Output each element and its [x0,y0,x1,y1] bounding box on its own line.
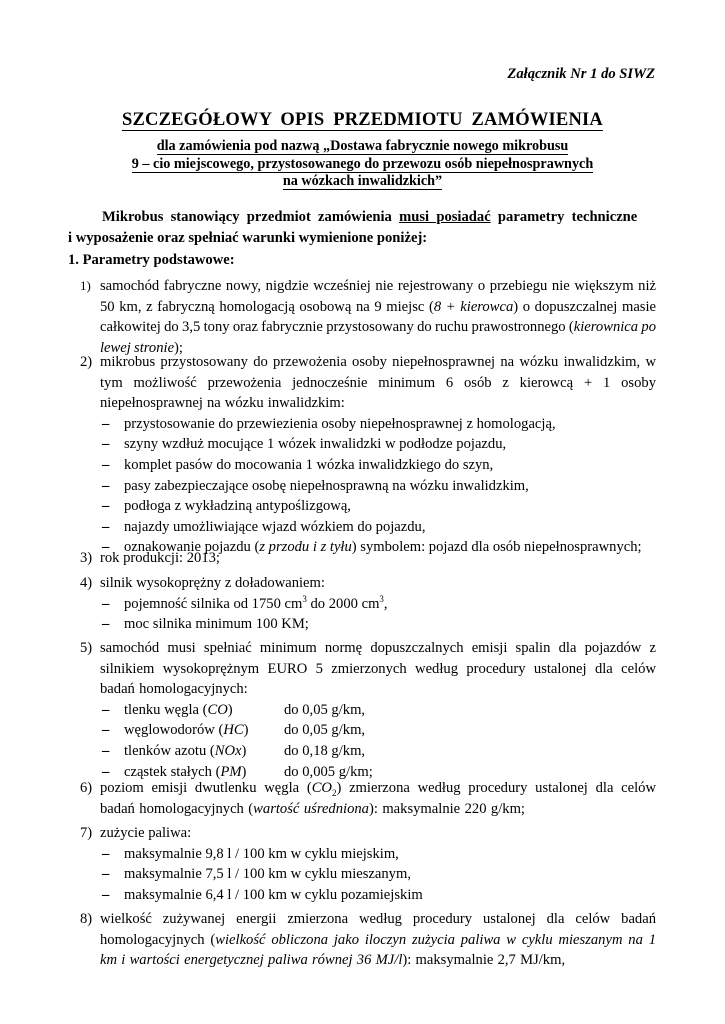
item-number: 2) [80,354,93,370]
item-italic: kierownica po lewej stronie [100,319,656,356]
emission-symbol: PM [220,763,242,780]
emission-label: tlenku węgla ( [124,701,208,718]
dash-text: , [383,595,388,612]
dash-text: pojemność silnika od 1750 cm [124,595,303,612]
item-number: 7) [80,825,93,841]
item-number: 5) [80,640,93,656]
item-number: 1) [80,278,91,293]
item-number: 3) [80,550,93,566]
intro-paragraph [68,207,656,249]
item-text: poziom emisji dwutlenku węgla ( [100,780,312,796]
emission-label: ) [241,742,247,759]
dash-italic: z przodu i z tyłu [259,539,352,556]
emission-label: węglowodorów ( [124,722,224,739]
emission-label: ) [243,722,249,739]
item-text: silnik wysokoprężny z doładowaniem: [100,575,325,591]
item-text: ): maksymalnie 2,7 MJ/km, [402,952,566,969]
item-italic: 8 + kierowca [433,298,514,315]
superscript: 3 [379,593,384,604]
item-text: ) o dopuszczalnej masie całkowitej do 3,5 tony oraz fabrycznie przystosowany do ruchu prawostronnego ( [100,298,657,336]
intro-part1: Mikrobus stanowiący przedmiot zamówienia [102,209,392,225]
emission-row [80,700,656,721]
list-item-4 [80,573,656,635]
item-number: 4) [80,575,93,591]
item-text: wielkość zużywanej energii zmierzona według procedury ustalonej dla celów badań homologacyjnych ( [100,911,656,948]
dash-text: do 2000 cm [306,595,380,612]
emission-value: do 0,18 g/km, [284,742,366,759]
dash-item: – najazdy umożliwiające wjazd wózkiem do pojazdu, [80,517,656,538]
intro-part2: parametry techniczne [497,209,638,225]
emission-value: do 0,005 g/km; [284,763,373,780]
emission-label: ) [241,763,247,780]
item-text: rok produkcji: 2013; [100,550,220,566]
emission-symbol: CO [207,701,228,718]
item-text: samochód musi spełniać minimum normę dopuszczalnych emisji spalin dla pojazdów z silnikiem wysokoprężnym EURO 5 zmierzonych według procedury ustalonej dla celów badań homologacyjnych: [100,640,656,698]
intro-underlined: musi posiadać [399,209,491,225]
item-text: ): maksymalnie 220 g/km; [368,800,525,817]
dash-item: – komplet pasów do mocowania 1 wózka inwalidzkiego do szyn, [80,455,656,476]
dash-item: – maksymalnie 6,4 l / 100 km w cyklu pozamiejskim [80,885,656,906]
item-text: ); [174,339,183,356]
item-number: 6) [80,780,93,796]
emission-value: do 0,05 g/km, [284,722,366,739]
subscript: 2 [331,787,337,798]
item-number: 8) [80,911,93,927]
item-text: mikrobus przystosowany do przewożenia osoby niepełnosprawnej na wózku inwalidzkim, w tym możliwość przewożenia jednocześnie minimum 6 osób z kierowcą + 1 osoby niepełnosprawnej na wózku inwalidzkim: [100,354,656,412]
title-text: SZCZEGÓŁOWY OPIS PRZEDMIOTU ZAMÓWIENIA [122,110,603,130]
item-text: zużycie paliwa: [100,825,192,841]
superscript: 3 [302,593,307,604]
dash-item: – przystosowanie do przewiezienia osoby niepełnosprawnej z homologacją, [80,414,656,435]
item-italic: CO [311,780,332,796]
dash-text: ) symbolem: pojazd dla osób niepełnosprawnych; [351,539,642,556]
subtitle [0,138,725,191]
attachment-label: Załącznik Nr 1 do SIWZ [507,66,655,82]
emission-label: ) [227,701,233,718]
list-item-3 [80,548,656,569]
item-text: samochód fabryczne nowy, nigdzie wcześniej nie rejestrowany o przebiegu nie większym niż 50 km, z fabryczną homologacją osobową na 9 miejsc ( [100,278,656,315]
section-heading: 1. Parametry podstawowe: [68,252,235,268]
list-item-2 [80,352,656,558]
dash-item: – pasy zabezpieczające osobę niepełnosprawną na wózku inwalidzkim, [80,476,656,497]
item-italic: wartość uśredniona [253,800,369,817]
list-item-5 [80,638,656,782]
emission-symbol: HC [223,722,244,739]
intro-line2: i wyposażenie oraz spełniać warunki wymienione poniżej: [68,230,428,246]
emission-row [80,720,656,741]
item-text: ) zmierzona według procedury ustalonej dla celów badań homologacyjnych ( [100,780,656,817]
dash-item: – moc silnika minimum 100 KM; [80,614,656,635]
dash-item: – maksymalnie 9,8 l / 100 km w cyklu miejskim, [80,844,656,865]
list-item-8 [80,909,656,971]
subtitle-line-2: 9 – cio miejscowego, przystosowanego do przewozu osób niepełnosprawnych [131,155,594,172]
dash-item: – podłoga z wykładziną antypoślizgową, [80,496,656,517]
emission-label: cząstek stałych ( [124,763,221,780]
dash-text: oznakowanie pojazdu ( [124,539,260,556]
emission-value: do 0,05 g/km, [284,701,366,718]
dash-item [80,594,656,615]
emission-symbol: NOx [214,742,242,759]
list-item-7 [80,823,656,905]
emission-row [80,741,656,762]
item-italic: wielkość obliczona jako iloczyn zużycia paliwa w cyklu mieszanym na 1 km i wartości energetycznej paliwa równej 36 MJ/l [100,931,656,969]
list-item-1 [80,276,656,358]
document-title [0,110,725,131]
emission-label: tlenków azotu ( [124,742,215,759]
dash-item: – maksymalnie 7,5 l / 100 km w cyklu mieszanym, [80,864,656,885]
list-item-6 [80,778,656,819]
subtitle-line-1: dla zamówienia pod nazwą „Dostawa fabrycznie nowego mikrobusu [156,138,569,154]
subtitle-line-3: na wózkach inwalidzkich” [282,173,443,189]
dash-item: – szyny wzdłuż mocujące 1 wózek inwalidzki w podłodze pojazdu, [80,434,656,455]
